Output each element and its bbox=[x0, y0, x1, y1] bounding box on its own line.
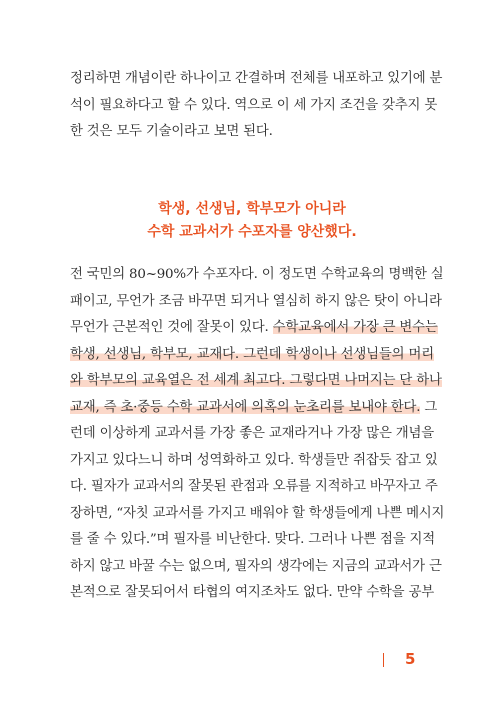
text-line bbox=[70, 368, 442, 395]
text-line: 하지 않고 바꿀 수는 없으며, 필자의 생각에는 지금의 교과서가 근 bbox=[70, 558, 442, 574]
highlighted-text: 교재, 즉 초·중등 수학 교과서에 의혹의 눈초리를 보내야 한다. bbox=[70, 399, 421, 415]
text-line bbox=[70, 315, 438, 342]
text-line: 한 것은 모두 기술이라고 보면 된다. bbox=[70, 124, 273, 139]
text-line: 패이고, 무언가 조금 바꾸면 되거나 열심히 하지 않은 탓이 아니라 bbox=[70, 293, 442, 309]
section-heading bbox=[70, 198, 434, 244]
text-line: 가지고 있다느니 하며 성역화하고 있다. 학생들만 쥐잡듯 잡고 있 bbox=[70, 452, 438, 468]
text-line: 다. 필자가 교과서의 잘못된 관점과 오류를 지적하고 바꾸자고 주 bbox=[70, 479, 438, 494]
text-span: 그 bbox=[420, 399, 438, 415]
highlighted-text: 학생, 선생님, 학부모, 교재다. 그런데 학생이나 선생님들의 머리 bbox=[70, 346, 434, 362]
text-line: 석이 필요하다고 할 수 있다. 역으로 이 세 가지 조건을 갖추지 못 bbox=[70, 97, 438, 113]
heading-line: 학생, 선생님, 학부모가 아니라 bbox=[158, 201, 346, 217]
text-line: 장하면, “자칫 교과서를 가지고 배워야 할 학생들에게 나쁜 메시지 bbox=[70, 505, 445, 521]
paragraph-intro bbox=[70, 66, 443, 146]
highlighted-text: 와 학부모의 교육열은 전 세계 최고다. 그렇다면 나머지는 단 하나 bbox=[70, 373, 442, 388]
page-number: 5 bbox=[405, 650, 416, 668]
text-span: 무언가 근본적인 것에 잘못이 있다. bbox=[70, 320, 273, 335]
text-line: 전 국민의 80~90%가 수포자다. 이 정도면 수학교육의 명백한 실 bbox=[70, 267, 444, 282]
paragraph-body bbox=[70, 262, 445, 607]
heading-line: 수학 교과서가 수포자를 양산했다. bbox=[147, 224, 357, 240]
highlighted-text: 수학교육에서 가장 큰 변수는 bbox=[272, 320, 438, 335]
text-line bbox=[70, 395, 438, 422]
text-line: 정리하면 개념이란 하나이고 간결하며 전체를 내포하고 있기에 분 bbox=[70, 71, 443, 86]
text-line: 본적으로 잘못되어서 타협의 여지조차도 없다. 만약 수학을 공부 bbox=[70, 585, 434, 600]
text-line bbox=[70, 342, 434, 369]
footer-divider bbox=[383, 653, 384, 667]
text-line: 를 줄 수 있다.”며 필자를 비난한다. 맞다. 그러나 나쁜 점을 지적 bbox=[70, 532, 436, 547]
text-line: 런데 이상하게 교과서를 가장 좋은 교재라거나 가장 많은 개념을 bbox=[70, 426, 434, 441]
